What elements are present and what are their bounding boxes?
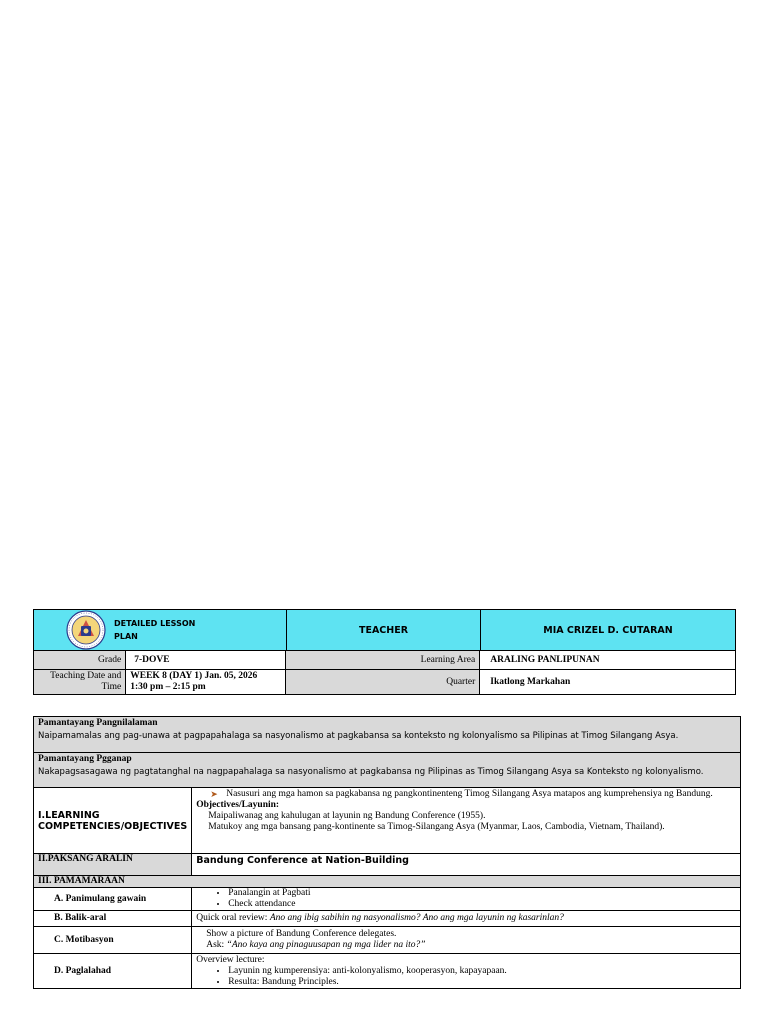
competencies-content: [192, 788, 741, 854]
list-item: • Resulta: Bandung Principles.: [228, 977, 736, 988]
procedure-d-label: D. Paglalahad: [34, 954, 192, 989]
procedure-c-label: C. Motibasyon: [34, 927, 192, 954]
performance-standard-text: Nakapagsasagawa ng pagtatanghal na nagpapahalaga sa nasyonalismo at pagkabansa ng Pilipinas as Timog Silangang Asya sa Konteksto ng kolonyalismo.: [38, 767, 704, 777]
header-logo-cell: [34, 610, 287, 651]
teacher-name: MIA CRIZEL D. CUTARAN: [481, 610, 736, 651]
learning-area-label: Learning Area: [285, 651, 480, 670]
document-title: [114, 617, 195, 643]
date-value-line2: 1:30 pm – 2:15 pm: [130, 682, 206, 692]
subject-matter-value: Bandung Conference at Nation-Building: [192, 854, 741, 876]
list-item: • Check attendance: [228, 899, 736, 910]
quarter-label: Quarter: [285, 670, 480, 695]
procedure-label: III. PAMAMARAAN: [34, 876, 741, 888]
lesson-plan-info: [33, 650, 736, 695]
content-standard-text: Naipamamalas ang pag-unawa at pagpapahalaga sa nasyonalismo at pagkabansa sa konteksto ng kolonyalismo sa Pilipinas at Timog Silangang Asya.: [38, 731, 679, 741]
procedure-b-content: [192, 911, 741, 927]
date-label: [34, 670, 126, 695]
grade-value: [126, 651, 285, 670]
procedure-b-prefix: Quick oral review:: [196, 913, 270, 923]
procedure-d-intro: Overview lecture:: [196, 954, 265, 965]
grade-label: Grade: [34, 651, 126, 670]
objective-1: Maipaliwanag ang kahulugan at layunin ng Bandung Conference (1955).: [208, 811, 486, 821]
content-standard-cell: [34, 717, 741, 753]
date-value: [126, 670, 285, 695]
performance-standard-label: Pamantayang Pgganap: [38, 754, 132, 764]
document-title-line2: PLAN: [114, 632, 138, 641]
list-item: • Layunin ng kumperensiya: anti-kolonyalismo, kooperasyon, kapayapaan.: [228, 966, 736, 977]
procedure-d-content: [192, 954, 741, 989]
learning-area-value-text: ARALING PANLIPUNAN: [490, 655, 600, 665]
document-title-line1: DETAILED LESSON: [114, 619, 196, 628]
procedure-a-list: [196, 888, 736, 910]
competencies-label-line1: I.LEARNING: [38, 809, 100, 821]
date-value-line1: WEEK 8 (DAY 1) Jan. 05, 2026: [130, 671, 258, 681]
deped-seal-icon: [66, 610, 106, 650]
performance-standard-cell: [34, 753, 741, 788]
procedure-c-question: “Ano kaya ang pinaguusapan ng mga lider na ito?”: [226, 940, 426, 950]
teacher-label: TEACHER: [287, 610, 481, 651]
quarter-value: [480, 670, 736, 695]
lesson-plan-header: [33, 609, 736, 651]
procedure-a-label: A. Panimulang gawain: [34, 888, 192, 911]
competency-text: Nasusuri ang mga hamon sa pagkabansa ng pangkontinenteng Timog Silangang Asya matapos ang kumprehensiya ng Bandung.: [226, 789, 713, 799]
arrow-bullet-icon: ➤: [210, 789, 218, 799]
procedure-d-list: [196, 966, 736, 988]
procedure-c-content: [192, 927, 741, 954]
objectives-label: Objectives/Layunin:: [196, 800, 280, 810]
grade-value-text: 7-DOVE: [134, 655, 170, 665]
objective-2: Matukoy ang mga bansang pang-kontinente sa Timog-Silangang Asya (Myanmar, Laos, Cambodia, Vietnam, Thailand).: [208, 822, 665, 832]
competencies-label: [34, 788, 192, 854]
procedure-c-line1: Show a picture of Bandung Conference delegates.: [206, 929, 397, 939]
competencies-label-line2: COMPETENCIES/OBJECTIVES: [38, 820, 188, 832]
date-label-line1: Teaching Date and: [50, 671, 122, 681]
learning-area-value: [480, 651, 736, 670]
lesson-plan-body: [33, 716, 741, 989]
procedure-b-question: Ano ang ibig sabihin ng nasyonalismo? Ano ang mga layunin ng kasarinlan?: [269, 913, 564, 923]
procedure-c-prefix: Ask:: [206, 940, 227, 950]
quarter-value-text: Ikatlong Markahan: [490, 677, 571, 687]
subject-matter-label: II.PAKSANG ARALIN: [34, 854, 192, 876]
list-item: • Panalangin at Pagbati: [228, 888, 736, 899]
date-label-line2: Time: [101, 682, 122, 692]
competency-item: [196, 789, 736, 800]
procedure-b-label: B. Balik-aral: [34, 911, 192, 927]
content-standard-label: Pamantayang Pangnilalaman: [38, 718, 158, 728]
procedure-a-content: [192, 888, 741, 911]
